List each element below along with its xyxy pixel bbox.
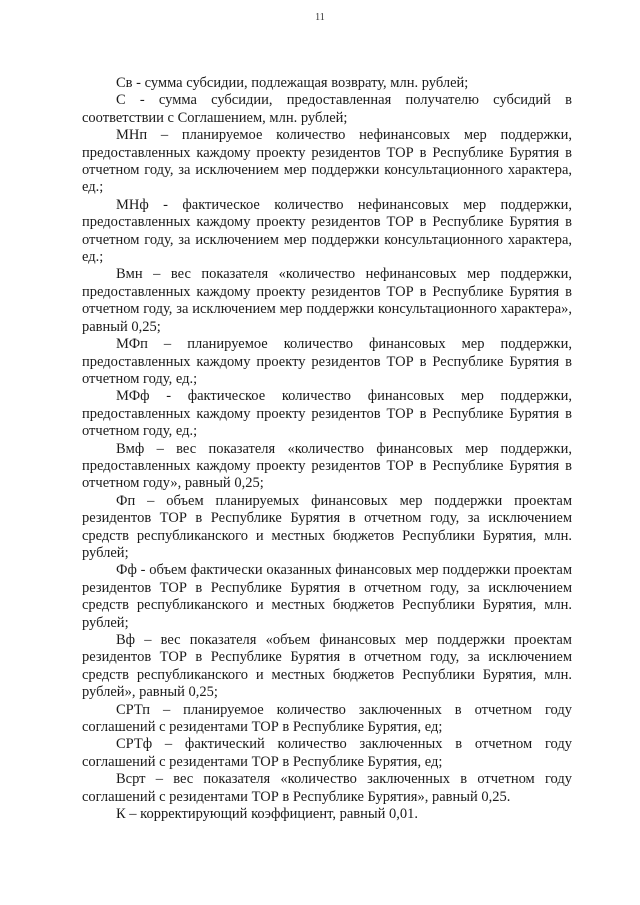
paragraph-vsrt: Вcрт – вес показателя «количество заключенных в отчетном году соглашений с резидентами ТОР в Республике Бурятия», равный 0,25. xyxy=(82,771,572,805)
paragraph-srtp: СРТп – планируемое количество заключенных в отчетном году соглашений с резидентами ТОР в Республике Бурятия, ед; xyxy=(82,701,572,736)
paragraph-ff: Фф - объем фактически оказанных финансовых мер поддержки проектам резидентов ТОР в Республике Бурятия в отчетном году, за исключением средств республиканского и местных бюджетов Республики Бурятия, млн. рублей; xyxy=(82,562,572,631)
paragraph-mnp: МНп – планируемое количество нефинансовых мер поддержки, предоставленных каждому проекту резидентов ТОР в Республике Бурятия в отчетном году, за исключением мер поддержки консультационного характера, ед.; xyxy=(82,127,572,196)
paragraph-k: К – корректирующий коэффициент, равный 0,01. xyxy=(116,806,419,823)
paragraph-mnf: МНф - фактическое количество нефинансовых мер поддержки, предоставленных каждому проекту резидентов ТОР в Республике Бурятия в отчетном году, за исключением мер поддержки консультационного характера, ед.; xyxy=(82,196,572,266)
paragraph-vmf: Вмф – вес показателя «количество финансовых мер поддержки, предоставленных каждому проекту резидентов ТОР в Республике Бурятия в отчетном году», равный 0,25; xyxy=(82,440,572,492)
paragraph-srtf: СРТф – фактический количество заключенных в отчетном году соглашений с резидентами ТОР в Республике Бурятия, ед; xyxy=(82,736,572,770)
paragraph-mfp: МФп – планируемое количество финансовых мер поддержки, предоставленных каждому проекту резидентов ТОР в Республике Бурятия в отчетном году, ед.; xyxy=(82,336,572,387)
paragraph-vf: Вф – вес показателя «объем финансовых мер поддержки проектам резидентов ТОР в Республике Бурятия в отчетном году, за исключением средств республиканского и местных бюджетов Республики Бурятия, млн. рублей», равный 0,25; xyxy=(82,632,572,701)
paragraph-fp: Фп – объем планируемых финансовых мер поддержки проектам резидентов ТОР в Республике Бурятия в отчетном году, за исключением средств республиканского и местных бюджетов Республики Бурятия, млн. рублей; xyxy=(82,492,572,561)
paragraph-vmn: Вмн – вес показателя «количество нефинансовых мер поддержки, предоставленных каждому проекту резидентов ТОР в Республике Бурятия в отчетном году, за исключением мер поддержки консультационного характера», равный 0,25; xyxy=(82,266,572,335)
paragraph-mff: МФф - фактическое количество финансовых мер поддержки, предоставленных каждому проекту резидентов ТОР в Республике Бурятия в отчетном году, ед.; xyxy=(82,388,572,440)
page-number: 11 xyxy=(315,12,325,23)
paragraph-sv: Св - сумма субсидии, подлежащая возврату, млн. рублей; xyxy=(116,75,469,91)
document-body xyxy=(82,75,572,823)
paragraph-s: С - сумма субсидии, предоставленная получателю субсидий в соответствии с Соглашением, млн. рублей; xyxy=(82,92,572,126)
